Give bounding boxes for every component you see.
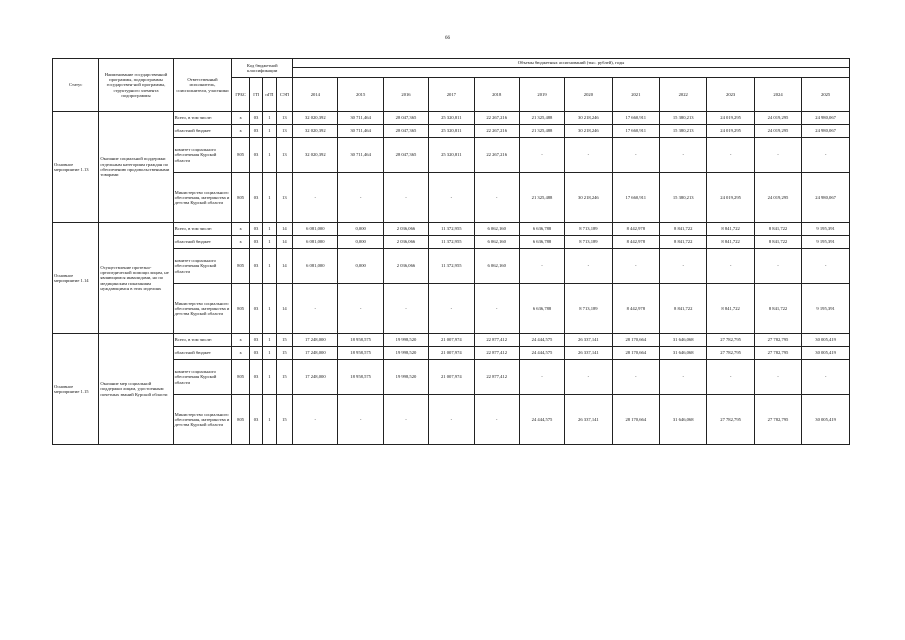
budget-table (52, 58, 850, 445)
value-cell: 26 337,141 (565, 334, 612, 347)
value-cell: 8 713,189 (565, 284, 612, 334)
value-cell: - (802, 138, 850, 173)
header-year-2021: 2021 (612, 78, 659, 112)
value-cell: 21 007,974 (429, 360, 474, 395)
code-cell: 805 (232, 360, 250, 395)
value-cell: - (612, 138, 659, 173)
executor-cell: Всего, в том числе: (173, 223, 232, 236)
header-year-2017: 2017 (429, 78, 474, 112)
code-cell: 15 (276, 360, 292, 395)
value-cell: - (519, 249, 564, 284)
value-cell: 27 782,795 (707, 395, 754, 445)
value-cell: 19 998,520 (383, 347, 428, 360)
value-cell: 22 877,412 (474, 347, 519, 360)
value-cell: 19 998,520 (383, 360, 428, 395)
executor-cell: областной бюджет (173, 236, 232, 249)
value-cell: 25 320,811 (429, 138, 474, 173)
value-cell: 24 019,295 (707, 112, 754, 125)
code-cell: 14 (276, 236, 292, 249)
header-year-2022: 2022 (660, 78, 707, 112)
value-cell: - (754, 138, 801, 173)
value-cell: - (707, 138, 754, 173)
executor-cell: комитет социального обеспечения Курской области (173, 360, 232, 395)
executor-cell: комитет социального обеспечения Курской области (173, 138, 232, 173)
code-cell: 13 (276, 112, 292, 125)
code-cell: 1 (263, 125, 276, 138)
value-cell: 26 337,141 (565, 347, 612, 360)
value-cell: 24 019,295 (707, 125, 754, 138)
code-cell: 1 (263, 347, 276, 360)
value-cell: 8 841,722 (660, 284, 707, 334)
value-cell: 6 062,160 (474, 249, 519, 284)
value-cell: 0,000 (338, 249, 383, 284)
value-cell: 18 958,575 (338, 360, 383, 395)
code-cell: х (232, 223, 250, 236)
table-row (53, 334, 850, 347)
value-cell: - (519, 360, 564, 395)
value-cell: 6 636,788 (519, 236, 564, 249)
executor-cell: Всего, в том числе: (173, 334, 232, 347)
value-cell: 21 007,974 (429, 334, 474, 347)
value-cell: 30 711,464 (338, 112, 383, 125)
value-cell: 24 019,295 (754, 125, 801, 138)
value-cell: 31 646,068 (660, 347, 707, 360)
code-cell: 03 (249, 360, 262, 395)
value-cell: - (754, 360, 801, 395)
code-cell: 805 (232, 395, 250, 445)
value-cell: 8 841,722 (660, 236, 707, 249)
value-cell: - (660, 360, 707, 395)
value-cell: 2 036,066 (383, 223, 428, 236)
value-cell: 17 660,911 (612, 112, 659, 125)
value-cell: 8 841,722 (707, 236, 754, 249)
header-year-2019: 2019 (519, 78, 564, 112)
code-cell: 1 (263, 223, 276, 236)
value-cell: - (383, 395, 428, 445)
measure-name: Осуществление протезно-ортопедической помощи лицам, не являющимся инвалидами, но по медицинским показаниям нуждающимся в этих изделиях (99, 223, 173, 334)
measure-status: Основное мероприятие 1.13 (53, 112, 99, 223)
code-cell: 805 (232, 284, 250, 334)
code-cell: 03 (249, 249, 262, 284)
value-cell: 28 047,365 (383, 125, 428, 138)
code-cell: 03 (249, 125, 262, 138)
header-year-2023: 2023 (707, 78, 754, 112)
code-cell: 13 (276, 125, 292, 138)
code-cell: 03 (249, 395, 262, 445)
value-cell: - (707, 360, 754, 395)
code-cell: 13 (276, 138, 292, 173)
code-cell: 14 (276, 284, 292, 334)
value-cell: - (338, 173, 383, 223)
value-cell: 6 081,000 (293, 249, 338, 284)
value-cell: 22 877,412 (474, 334, 519, 347)
value-cell: - (383, 173, 428, 223)
value-cell: 6 062,160 (474, 223, 519, 236)
header-code-1: ГРБС (232, 78, 250, 112)
executor-cell: Министерство социального обеспечения, материнства и детства Курской области (173, 284, 232, 334)
code-cell: 1 (263, 360, 276, 395)
value-cell: 30 711,464 (338, 138, 383, 173)
value-cell: 28 170,664 (612, 347, 659, 360)
value-cell: 2 036,066 (383, 236, 428, 249)
value-cell: 9 195,391 (802, 236, 850, 249)
code-cell: 03 (249, 236, 262, 249)
code-cell: 805 (232, 173, 250, 223)
value-cell: 17 248,000 (293, 360, 338, 395)
code-cell: 03 (249, 334, 262, 347)
value-cell: 6 062,160 (474, 236, 519, 249)
value-cell: 24 019,295 (754, 112, 801, 125)
table-row (53, 112, 850, 125)
value-cell: 6 081,000 (293, 223, 338, 236)
value-cell: 17 660,911 (612, 125, 659, 138)
value-cell: 2 036,066 (383, 249, 428, 284)
value-cell: 30 218,246 (565, 112, 612, 125)
code-cell: 14 (276, 249, 292, 284)
code-cell: х (232, 236, 250, 249)
code-cell: 03 (249, 347, 262, 360)
code-cell: 03 (249, 138, 262, 173)
value-cell: 8 442,978 (612, 284, 659, 334)
value-cell: - (429, 284, 474, 334)
value-cell: 0,000 (338, 223, 383, 236)
value-cell: 18 958,575 (338, 334, 383, 347)
measure-name: Оказание социальной поддержки отдельным категориям граждан по обеспечению продовольственными товарами (99, 112, 173, 223)
value-cell: 21 325,488 (519, 173, 564, 223)
header-name: Наименование государственной программы, подпрограммы государствен-ной программы, структурного элемента подпрограммы (99, 59, 173, 112)
value-cell: 28 170,664 (612, 334, 659, 347)
value-cell: - (565, 138, 612, 173)
executor-cell: областной бюджет (173, 347, 232, 360)
value-cell: - (293, 395, 338, 445)
header-budget-code: Код бюджетной классификации (232, 59, 293, 78)
value-cell: 8 841,722 (754, 284, 801, 334)
code-cell: х (232, 334, 250, 347)
code-cell: 1 (263, 236, 276, 249)
value-cell: 24 019,295 (754, 173, 801, 223)
executor-cell: Всего, в том числе: (173, 112, 232, 125)
value-cell: 30 005,419 (802, 395, 850, 445)
code-cell: 805 (232, 138, 250, 173)
value-cell: - (707, 249, 754, 284)
executor-cell: Министерство социального обеспечения, материнства и детства Курской области (173, 173, 232, 223)
page-number: 66 (445, 36, 450, 41)
value-cell: 6 636,788 (519, 284, 564, 334)
code-cell: 03 (249, 284, 262, 334)
code-cell: 13 (276, 173, 292, 223)
value-cell: - (383, 284, 428, 334)
value-cell: - (612, 249, 659, 284)
value-cell: 9 195,391 (802, 284, 850, 334)
measure-status: Основное мероприятие 1.14 (53, 223, 99, 334)
value-cell: - (660, 249, 707, 284)
value-cell: - (293, 284, 338, 334)
value-cell: 27 782,795 (754, 334, 801, 347)
code-cell: х (232, 347, 250, 360)
value-cell: - (429, 395, 474, 445)
code-cell: х (232, 125, 250, 138)
code-cell: 15 (276, 347, 292, 360)
value-cell: - (565, 249, 612, 284)
value-cell: 27 782,795 (707, 334, 754, 347)
value-cell: 30 218,246 (565, 173, 612, 223)
code-cell: 1 (263, 334, 276, 347)
value-cell: 8 841,722 (754, 223, 801, 236)
header-code-3: пГП (263, 78, 276, 112)
header-volumes: Объемы бюджетных ассигнований (тыс. рублей), годы (293, 59, 850, 68)
value-cell: 32 020,392 (293, 125, 338, 138)
code-cell: х (232, 112, 250, 125)
value-cell: 8 442,978 (612, 223, 659, 236)
value-cell: 11 372,955 (429, 223, 474, 236)
value-cell: - (802, 360, 850, 395)
value-cell: 8 442,978 (612, 236, 659, 249)
executor-cell: областной бюджет (173, 125, 232, 138)
value-cell: - (519, 138, 564, 173)
value-cell: 22 267,216 (474, 125, 519, 138)
value-cell: 27 782,795 (754, 347, 801, 360)
value-cell: 24 980,067 (802, 125, 850, 138)
value-cell: 32 020,392 (293, 138, 338, 173)
code-cell: 1 (263, 112, 276, 125)
value-cell: - (754, 249, 801, 284)
executor-cell: Министерство социального обеспечения, материнства и детства Курской области (173, 395, 232, 445)
value-cell: 17 248,000 (293, 334, 338, 347)
code-cell: 15 (276, 334, 292, 347)
value-cell: 28 047,365 (383, 112, 428, 125)
code-cell: 1 (263, 173, 276, 223)
value-cell: 11 372,955 (429, 236, 474, 249)
header-year-2018: 2018 (474, 78, 519, 112)
value-cell: 8 841,722 (754, 236, 801, 249)
value-cell: - (612, 360, 659, 395)
value-cell: 21 325,488 (519, 112, 564, 125)
value-cell: 6 636,788 (519, 223, 564, 236)
code-cell: 1 (263, 249, 276, 284)
value-cell: 15 380,213 (660, 125, 707, 138)
value-cell: 32 020,392 (293, 112, 338, 125)
value-cell: 31 646,068 (660, 395, 707, 445)
table-body (53, 112, 850, 445)
measure-status: Основное мероприятие 1.15 (53, 334, 99, 445)
code-cell: 805 (232, 249, 250, 284)
code-cell: 03 (249, 173, 262, 223)
value-cell: 24 444,575 (519, 347, 564, 360)
value-cell: 15 380,213 (660, 173, 707, 223)
value-cell: 24 444,575 (519, 334, 564, 347)
value-cell: 11 372,955 (429, 249, 474, 284)
header-code-4: СЭП (276, 78, 292, 112)
value-cell: 21 325,488 (519, 125, 564, 138)
value-cell: - (474, 395, 519, 445)
value-cell: 15 380,213 (660, 112, 707, 125)
value-cell: 24 019,295 (707, 173, 754, 223)
code-cell: 03 (249, 223, 262, 236)
value-cell: 8 841,722 (707, 223, 754, 236)
code-cell: 1 (263, 395, 276, 445)
value-cell: 30 005,419 (802, 347, 850, 360)
header-spacer (293, 68, 850, 78)
value-cell: 27 782,795 (707, 347, 754, 360)
value-cell: - (293, 173, 338, 223)
value-cell: 22 877,412 (474, 360, 519, 395)
value-cell: - (429, 173, 474, 223)
code-cell: 1 (263, 138, 276, 173)
measure-name: Оказание мер социальной поддержки лицам, удостоенным почетных званий Курской области (99, 334, 173, 445)
value-cell: 22 267,216 (474, 112, 519, 125)
code-cell: 03 (249, 112, 262, 125)
value-cell: 19 998,520 (383, 334, 428, 347)
value-cell: 0,000 (338, 236, 383, 249)
header-year-2014: 2014 (293, 78, 338, 112)
value-cell: 30 218,246 (565, 125, 612, 138)
value-cell: 28 047,365 (383, 138, 428, 173)
value-cell: 8 841,722 (707, 284, 754, 334)
value-cell: - (660, 138, 707, 173)
value-cell: 27 782,795 (754, 395, 801, 445)
value-cell: 18 958,575 (338, 347, 383, 360)
table-row (53, 223, 850, 236)
value-cell: - (474, 173, 519, 223)
header-year-2016: 2016 (383, 78, 428, 112)
value-cell: 6 081,000 (293, 236, 338, 249)
header-code-2: ГП (249, 78, 262, 112)
value-cell: 25 320,811 (429, 112, 474, 125)
code-cell: 1 (263, 284, 276, 334)
header-year-2025: 2025 (802, 78, 850, 112)
header-executor: Ответственный исполнитель, соисполнители, участники (173, 59, 232, 112)
value-cell: 30 711,464 (338, 125, 383, 138)
header-year-2015: 2015 (338, 78, 383, 112)
value-cell: - (802, 249, 850, 284)
value-cell: 30 005,419 (802, 334, 850, 347)
value-cell: 9 195,391 (802, 223, 850, 236)
code-cell: 14 (276, 223, 292, 236)
value-cell: 22 267,216 (474, 138, 519, 173)
value-cell: - (565, 360, 612, 395)
value-cell: 8 713,189 (565, 223, 612, 236)
value-cell: 28 170,664 (612, 395, 659, 445)
value-cell: 8 841,722 (660, 223, 707, 236)
value-cell: 26 337,141 (565, 395, 612, 445)
value-cell: 24 980,067 (802, 173, 850, 223)
value-cell: 25 320,811 (429, 125, 474, 138)
value-cell: 8 713,189 (565, 236, 612, 249)
value-cell: - (474, 284, 519, 334)
table-header (53, 59, 850, 112)
header-year-2020: 2020 (565, 78, 612, 112)
executor-cell: комитет социального обеспечения Курской области (173, 249, 232, 284)
header-status: Статус (53, 59, 99, 112)
value-cell: 24 980,067 (802, 112, 850, 125)
value-cell: 17 248,000 (293, 347, 338, 360)
value-cell: - (338, 395, 383, 445)
value-cell: 17 660,911 (612, 173, 659, 223)
value-cell: - (338, 284, 383, 334)
value-cell: 21 007,974 (429, 347, 474, 360)
header-year-2024: 2024 (754, 78, 801, 112)
value-cell: 24 444,575 (519, 395, 564, 445)
code-cell: 15 (276, 395, 292, 445)
value-cell: 31 646,068 (660, 334, 707, 347)
